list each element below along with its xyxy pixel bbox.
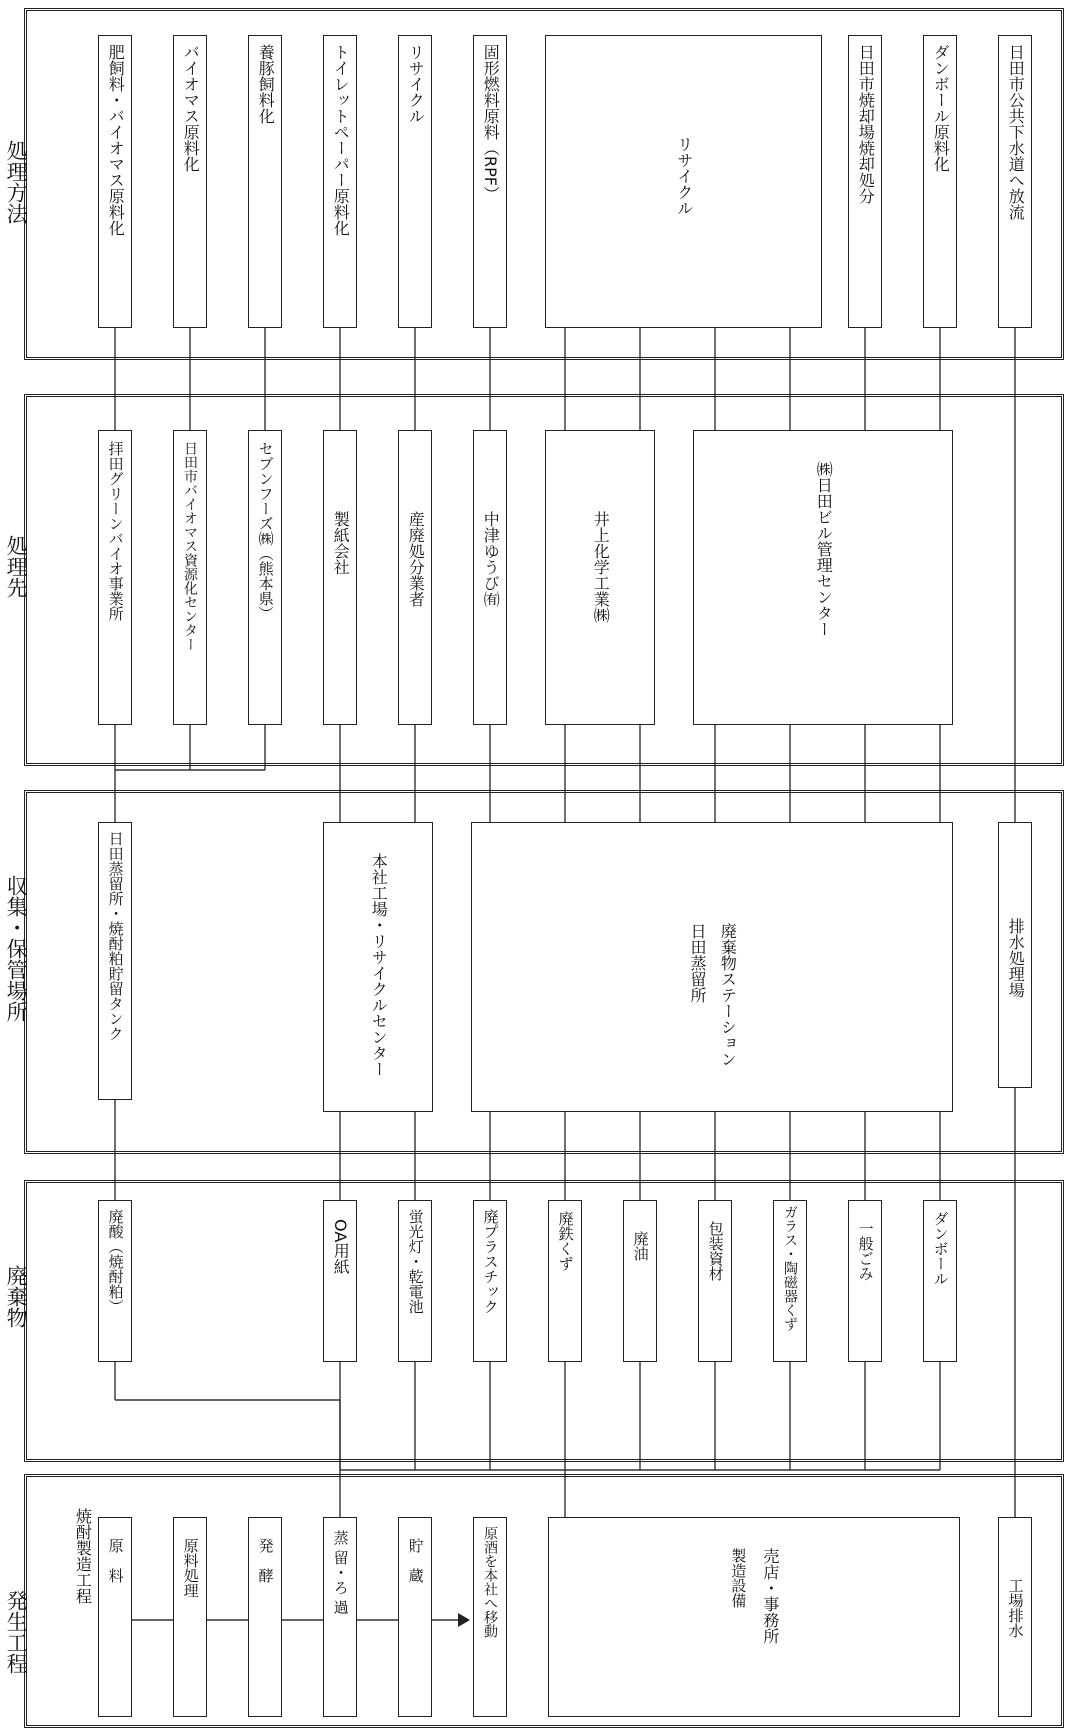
process-group-label: 焼酎製造工程 <box>73 1508 93 1604</box>
waste-shochu-lees: 廃酸（焼酎粕） <box>98 1200 132 1362</box>
section-title-storage: 収集・保管場所 <box>4 875 29 1022</box>
section-title-method: 処理方法 <box>4 140 29 224</box>
waste-general: 一般ごみ <box>848 1200 882 1362</box>
section-title-processor: 処理先 <box>4 535 29 598</box>
method-biomass: バイオマス原料化 <box>173 35 207 328</box>
station-line-1: 日田蒸留所 <box>688 923 707 1003</box>
waste-oil: 廃油 <box>623 1200 657 1362</box>
process-step-distill: 蒸 留・ろ 過 <box>323 1517 357 1717</box>
storage-recycle-center: 本社工場・リサイクルセンター <box>323 822 433 1112</box>
processor-haita: 拝田グリーンバイオ事業所 <box>98 430 132 725</box>
method-recycle-large: リサイクル <box>545 35 822 328</box>
processor-hita-biomass: 日田市バイオマス資源化センター <box>173 430 207 725</box>
process-step-raw: 原 料 <box>98 1517 132 1717</box>
waste-cardboard: ダンボール <box>923 1200 957 1362</box>
waste-plastic: 廃プラスチック <box>473 1200 507 1362</box>
processor-inoue: 井上化学工業㈱ <box>545 430 655 725</box>
method-toilet-paper: トイレットペーパー原料化 <box>323 35 357 328</box>
process-shop-equipment <box>548 1517 960 1717</box>
station-line-2: 廃棄物ステーション <box>718 923 738 1067</box>
waste-lamps: 蛍光灯・乾電池 <box>398 1200 432 1362</box>
waste-glass: ガラス・陶磁器くず <box>773 1200 807 1362</box>
processor-industrial: 産廃処分業者 <box>398 430 432 725</box>
waste-packaging: 包装資材 <box>698 1200 732 1362</box>
storage-station <box>471 822 953 1112</box>
waste-scrap-iron: 廃鉄くず <box>548 1200 582 1362</box>
process-step-transfer: 原酒を本社へ移動 <box>473 1517 507 1717</box>
method-sewer: 日田市公共下水道へ放流 <box>998 35 1032 328</box>
process-step-ferment: 発 酵 <box>248 1517 282 1717</box>
method-incineration: 日田市焼却場焼却処分 <box>848 35 882 328</box>
shop-label: 売店・事務所 <box>760 1548 780 1644</box>
waste-oa-paper: OA用紙 <box>323 1200 357 1362</box>
method-cardboard-material: ダンボール原料化 <box>923 35 957 328</box>
method-recycle: リサイクル <box>398 35 432 328</box>
section-title-waste: 廃棄物 <box>4 1265 29 1328</box>
method-fertilizer: 肥飼料・バイオマス原料化 <box>98 35 132 328</box>
processor-hita-building: ㈱日田ビル管理センター <box>693 430 953 725</box>
method-pig-feed: 養豚飼料化 <box>248 35 282 328</box>
storage-tank: 日田蒸留所・焼酎粕貯留タンク <box>98 822 132 1100</box>
process-step-storage: 貯 蔵 <box>398 1517 432 1717</box>
processor-nakatsu: 中津ゆうび㈲ <box>473 430 507 725</box>
processor-seven-foods: セブンフーズ㈱（熊本県） <box>248 430 282 725</box>
storage-wastewater: 排水処理場 <box>998 822 1032 1088</box>
section-title-process: 発生工程 <box>4 1590 29 1674</box>
process-drain: 工場排水 <box>998 1517 1032 1717</box>
method-rpf: 固形燃料原料（RPF） <box>473 35 507 328</box>
section-waste <box>24 1180 1064 1462</box>
process-step-prep: 原料処理 <box>173 1517 207 1717</box>
equipment-label: 製造設備 <box>729 1548 748 1608</box>
processor-paper-company: 製紙会社 <box>323 430 357 725</box>
